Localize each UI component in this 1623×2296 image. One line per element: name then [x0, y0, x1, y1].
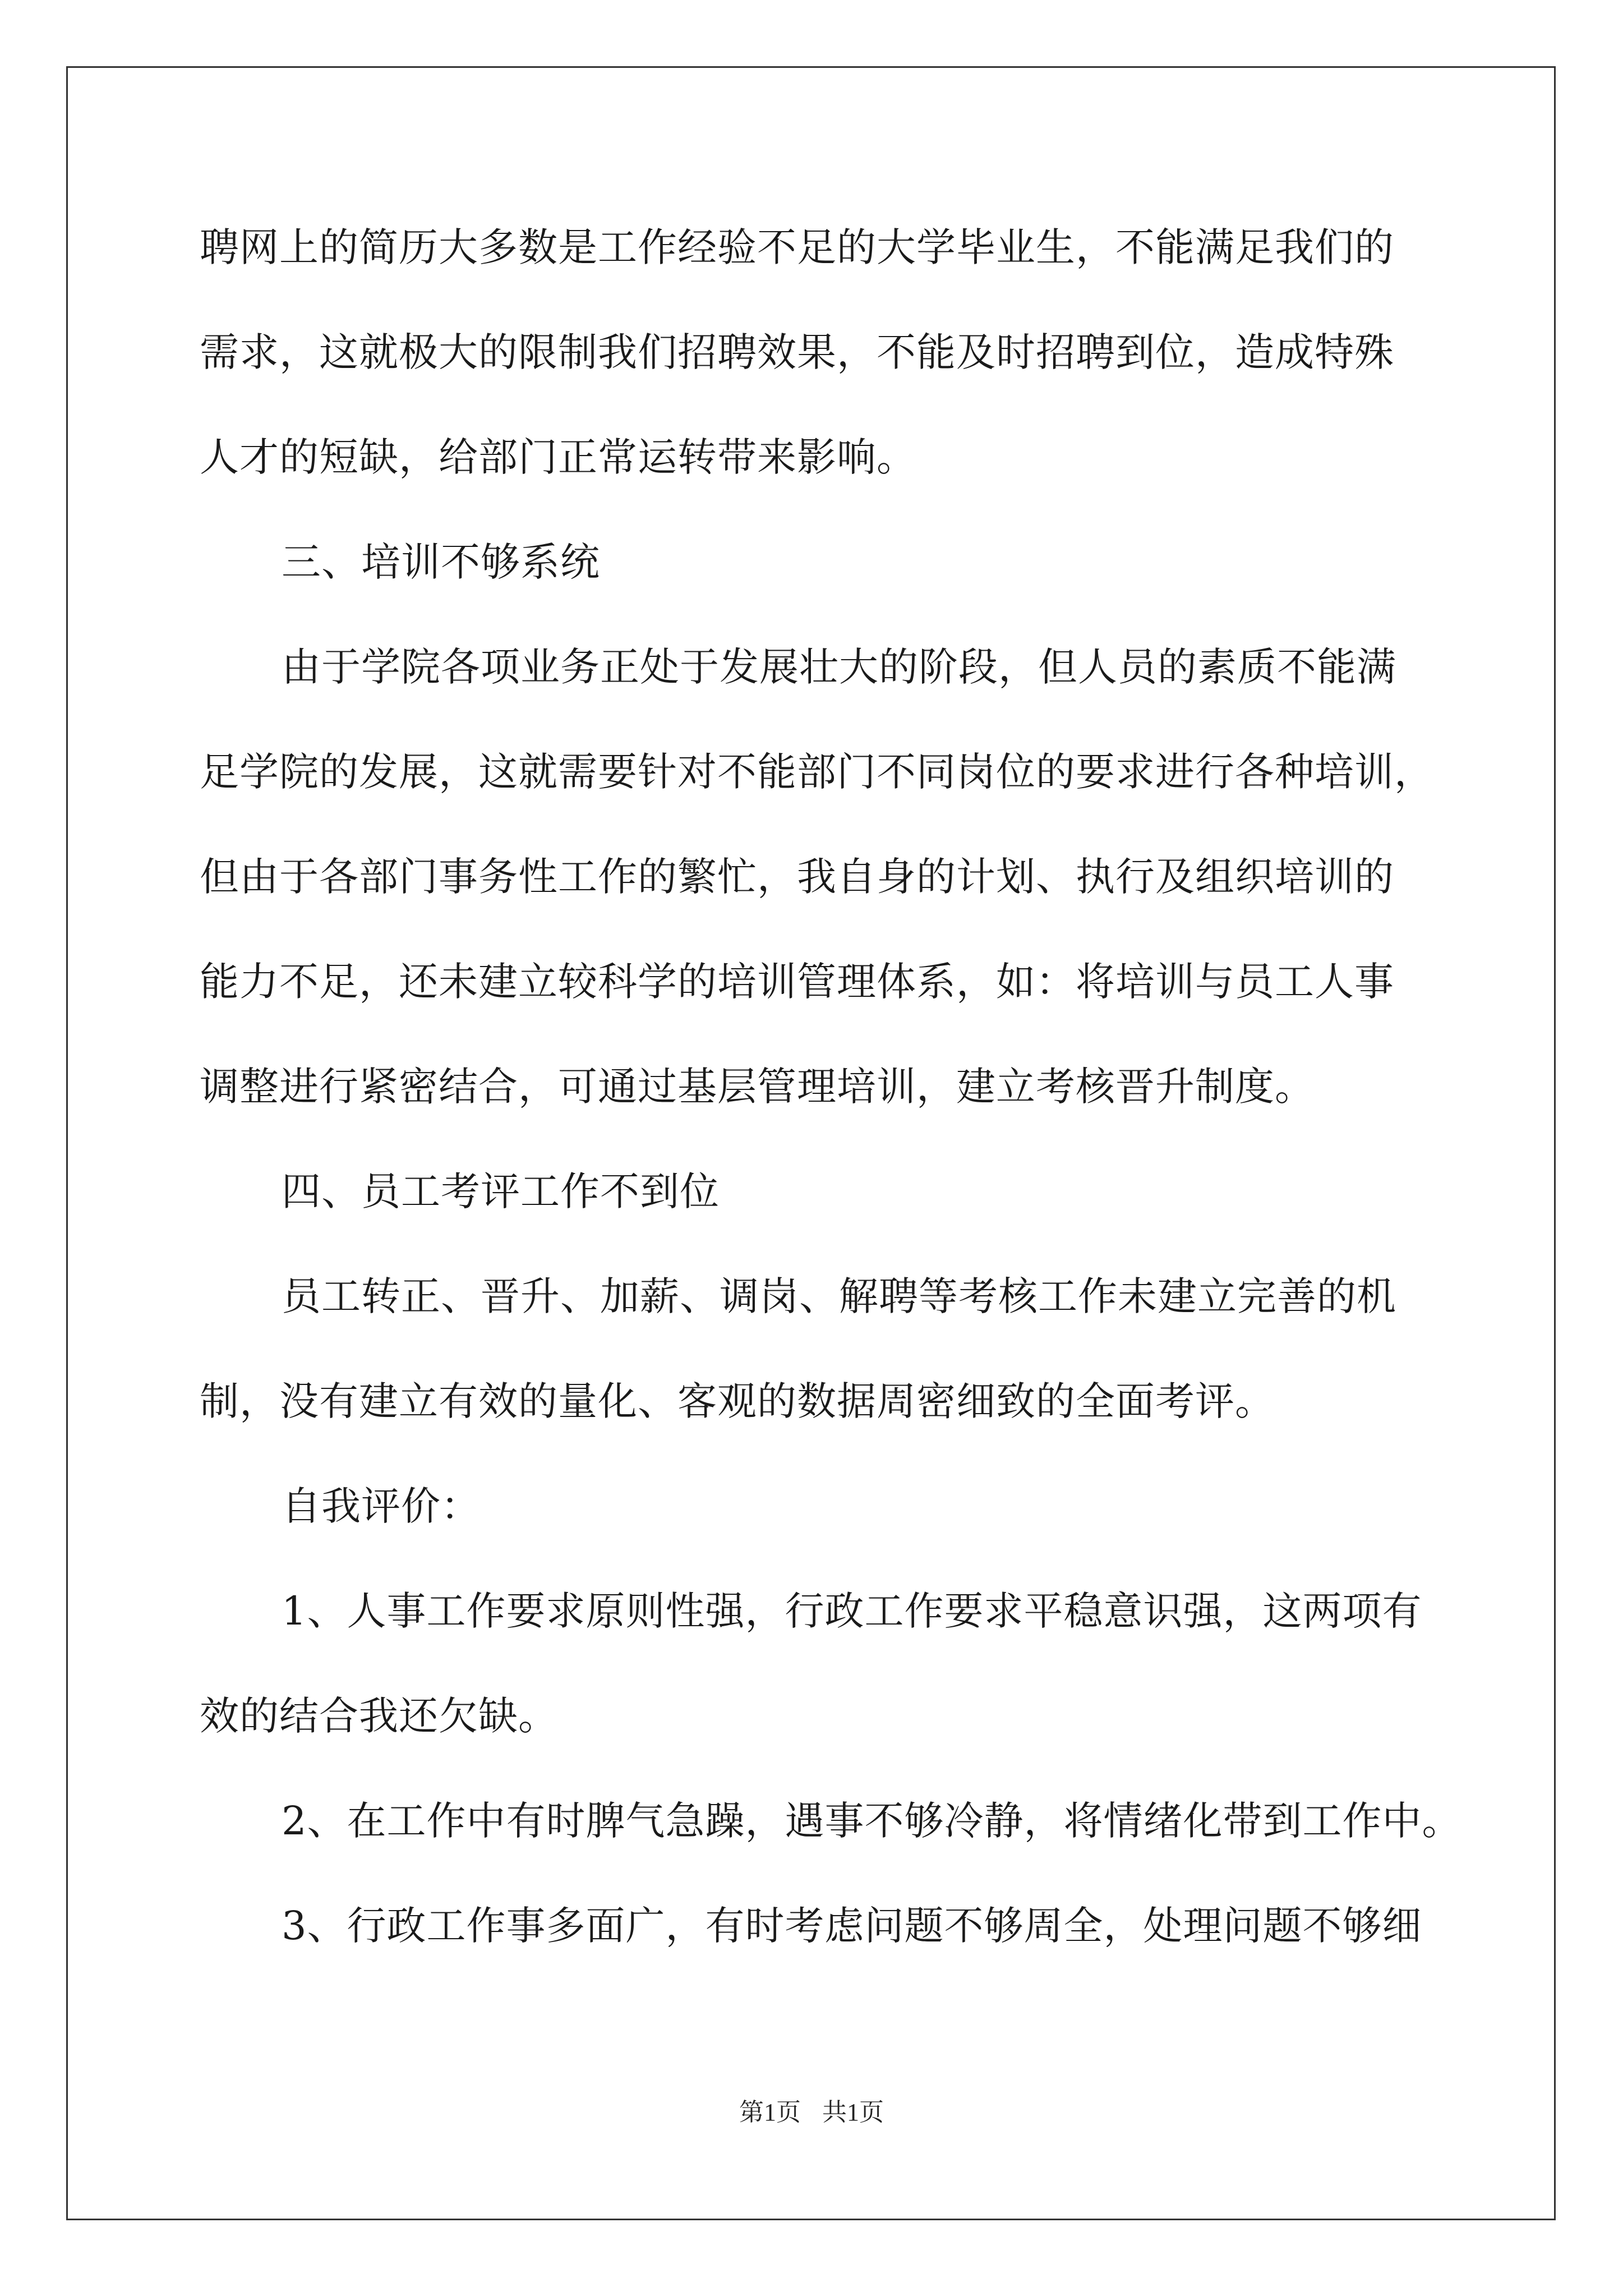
list-item-line: 效的结合我还欠缺。	[200, 1693, 558, 1739]
list-item-line: 2、在工作中有时脾气急躁，遇事不够冷静，将情绪化带到工作中。	[282, 1798, 1462, 1844]
paragraph-line: 制，没有建立有效的量化、客观的数据周密细致的全面考评。	[200, 1378, 1275, 1424]
section-heading: 四、员工考评工作不到位	[282, 1168, 720, 1214]
document-body	[200, 195, 1462, 1978]
list-item-line: 3、行政工作事多面广，有时考虑问题不够周全，处理问题不够细	[282, 1903, 1422, 1949]
page-footer	[0, 2096, 1623, 2129]
page-total: 共1页	[822, 2099, 884, 2126]
paragraph-line: 由于学院各项业务正处于发展壮大的阶段，但人员的素质不能满	[282, 644, 1396, 690]
paragraph-line: 但由于各部门事务性工作的繁忙，我自身的计划、执行及组织培训的	[200, 854, 1394, 900]
paragraph-line: 调整进行紧密结合，可通过基层管理培训，建立考核晋升制度。	[200, 1064, 1315, 1110]
paragraph-line: 能力不足，还未建立较科学的培训管理体系，如：将培训与员工人事	[200, 959, 1394, 1005]
paragraph-line: 人才的短缺，给部门正常运转带来影响。	[200, 434, 916, 480]
section-heading: 自我评价：	[282, 1483, 481, 1529]
section-heading: 三、培训不够系统	[282, 539, 600, 585]
paragraph-line: 需求，这就极大的限制我们招聘效果，不能及时招聘到位，造成特殊	[200, 329, 1394, 375]
paragraph-line: 聘网上的简历大多数是工作经验不足的大学毕业生，不能满足我们的	[200, 224, 1394, 270]
list-item-line: 1、人事工作要求原则性强，行政工作要求平稳意识强，这两项有	[282, 1588, 1422, 1634]
paragraph-line: 足学院的发展，这就需要针对不能部门不同岗位的要求进行各种培训，	[200, 749, 1434, 795]
page-number: 第1页	[739, 2099, 801, 2126]
paragraph-line: 员工转正、晋升、加薪、调岗、解聘等考核工作未建立完善的机	[282, 1273, 1396, 1319]
